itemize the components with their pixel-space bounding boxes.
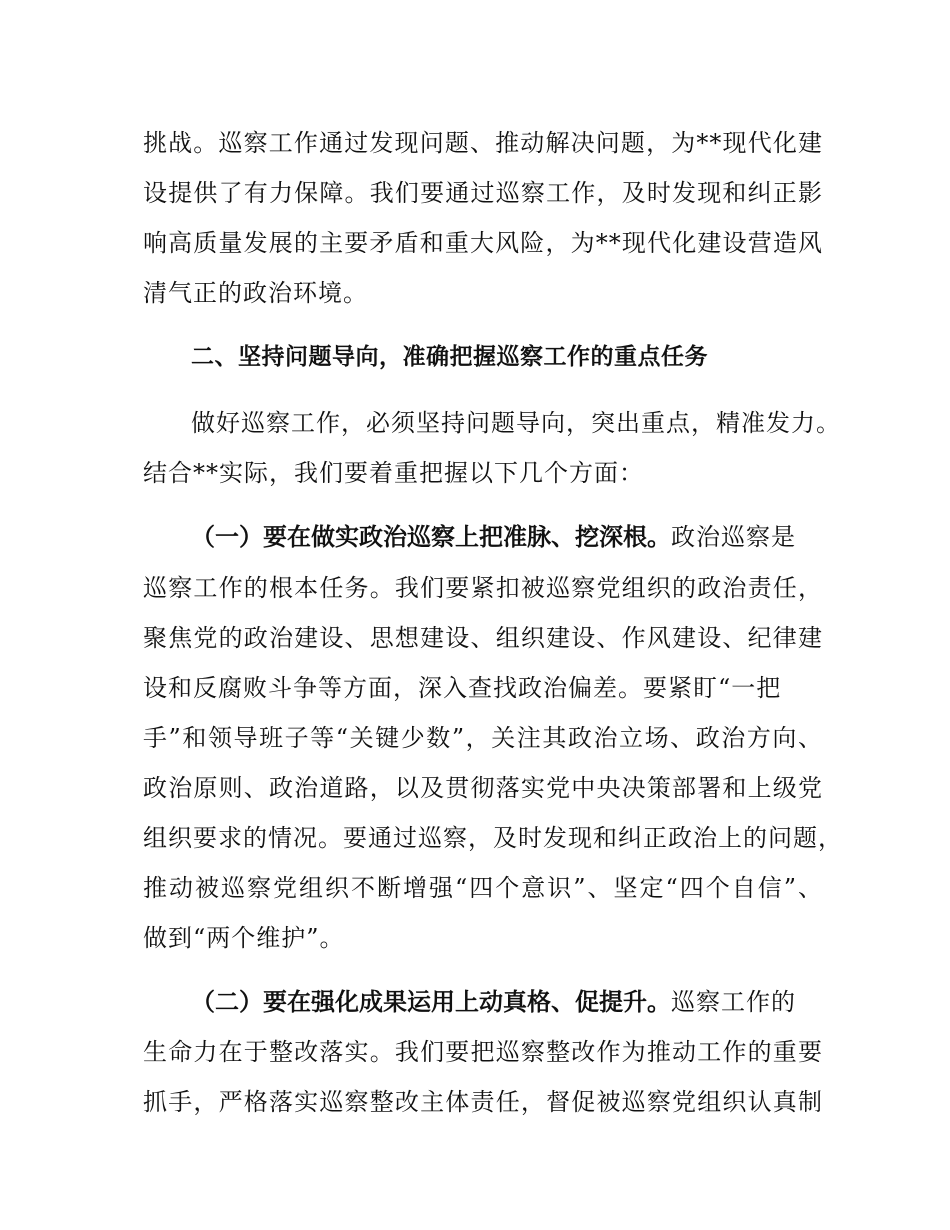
item-lead: （一）要在做实政治巡察上把准脉、挖深根。 [191, 523, 671, 551]
paragraph-line: 清气正的政治环境。 [143, 279, 368, 307]
paragraph-line: 抓手，严格落实巡察整改主体责任，督促被巡察党组织认真制 [143, 1088, 823, 1116]
paragraph-line: 组织要求的情况。要通过巡察，及时发现和纠正政治上的问题， [143, 824, 843, 852]
section-heading: 二、坚持问题导向，准确把握巡察工作的重点任务 [191, 344, 708, 370]
item-lead-rest: 政治巡察是 [671, 523, 796, 551]
paragraph-line: 生命力在于整改落实。我们要把巡察整改作为推动工作的重要 [143, 1038, 823, 1066]
paragraph-line: 做到“两个维护”。 [143, 924, 345, 952]
item-lead: （二）要在强化成果运用上动真格、促提升。 [191, 988, 671, 1016]
paragraph-line: 手”和领导班子等“关键少数”，关注其政治立场、政治方向、 [143, 724, 823, 752]
paragraph-line: 挑战。巡察工作通过发现问题、推动解决问题，为**现代化建 [143, 129, 823, 157]
item-first-line [191, 987, 823, 1017]
paragraph-line: 结合**实际，我们要着重把握以下几个方面： [143, 459, 644, 487]
paragraph-line: 聚焦党的政治建设、思想建设、组织建设、作风建设、纪律建 [143, 624, 823, 652]
paragraph-line: 推动被巡察党组织不断增强“四个意识”、坚定“四个自信”、 [143, 874, 823, 902]
paragraph-line: 政治原则、政治道路，以及贯彻落实党中央决策部署和上级党 [143, 774, 823, 802]
paragraph-line: 设和反腐败斗争等方面，深入查找政治偏差。要紧盯“一把 [143, 674, 782, 702]
paragraph-line: 响高质量发展的主要矛盾和重大风险，为**现代化建设营造风 [143, 229, 823, 257]
paragraph-line: 巡察工作的根本任务。我们要紧扣被巡察党组织的政治责任， [143, 574, 823, 602]
paragraph-line: 设提供了有力保障。我们要通过巡察工作，及时发现和纠正影 [143, 179, 823, 207]
item-first-line [191, 522, 823, 552]
item-lead-rest: 巡察工作的 [671, 988, 796, 1016]
paragraph-line: 做好巡察工作，必须坚持问题导向，突出重点，精准发力。 [191, 409, 841, 437]
